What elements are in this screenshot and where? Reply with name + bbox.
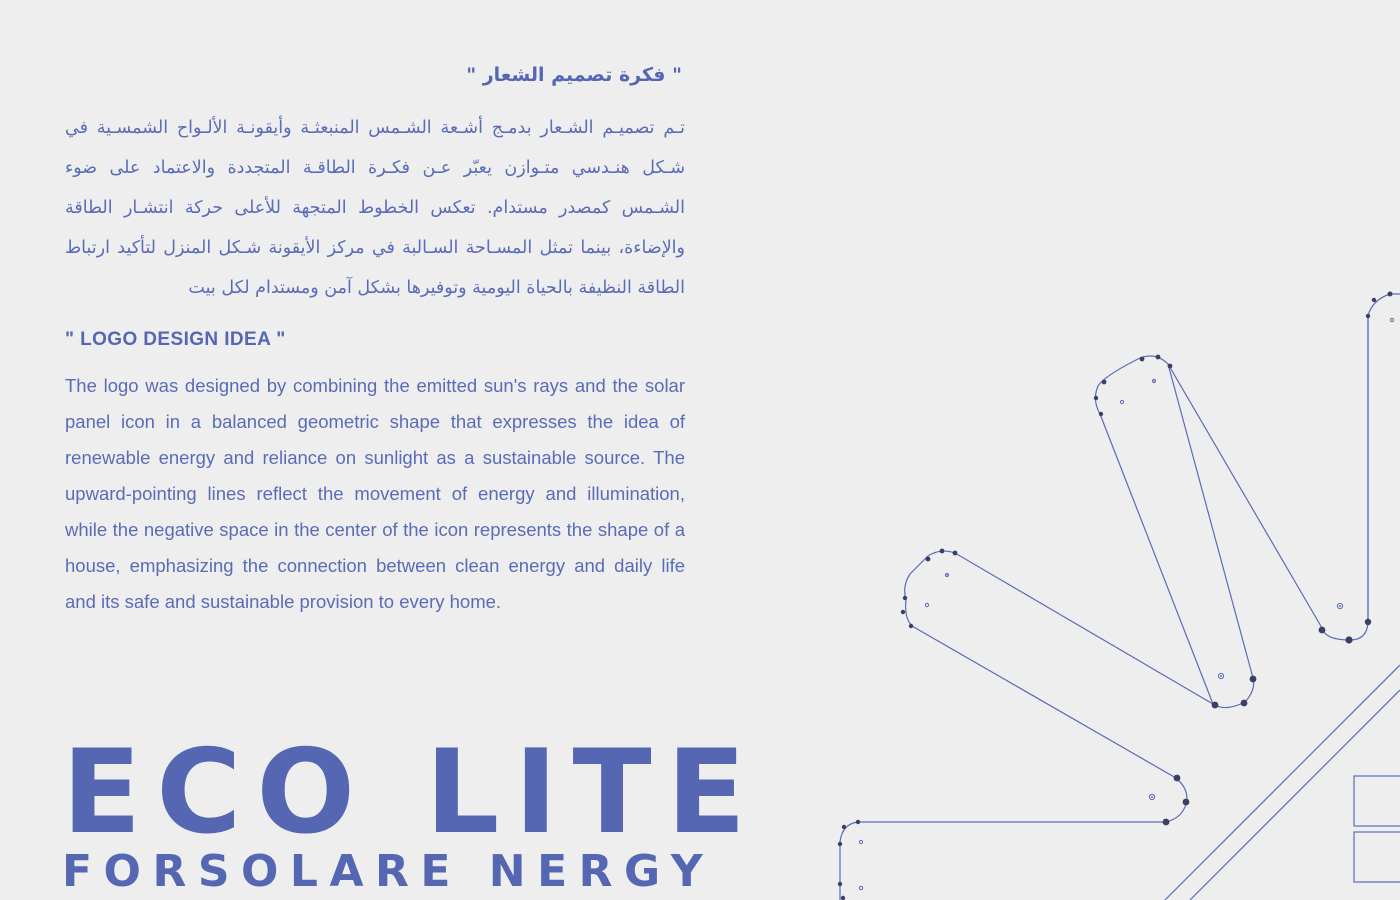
text-column bbox=[65, 56, 685, 620]
arabic-heading: " فكرة تصميم الشعار " bbox=[466, 64, 682, 86]
english-paragraph: The logo was designed by combining the emitted sun's rays and the solar panel icon in a balanced geometric shape that expresses the idea of renewable energy and reliance on sunlight as a sustainable source. The upward-pointing lines reflect the movement of energy and illumination, while the negative space in the center of the icon represents the shape of a house, emphasizing the connection between clean energy and daily life and its safe and sustainable provision to every home. bbox=[65, 375, 685, 612]
panel-line bbox=[1165, 665, 1400, 900]
arabic-paragraph: تـم تصميـم الشـعار بدمـج أشـعة الشـمس المنبعثـة وأيقونـة الألـواح الشمسـية في شـكل هنـدسي متـوازن يعبّر عـن فكـرة الطاقـة المتجددة والاعتماد على ضوء الشـمس كمصدر مستدام. تعكس الخطوط المتجهة للأعلى حركة انتشـار الطاقة والإضاءة، بينما تمثل المسـاحة السـالبة في مركز الأيقونة شـكل المنزل لتأكيد ارتباط الطاقة النظيفة بالحياة اليومية وتوفيرها بشكل آمن ومستدام لكل بيت bbox=[65, 118, 685, 298]
panel-box-upper bbox=[1354, 776, 1400, 826]
center-markers bbox=[859, 318, 1393, 889]
ray-diagonal-lower bbox=[905, 551, 1213, 704]
sun-rays-wireframe-icon bbox=[700, 0, 1400, 900]
ray-diagonal-upper bbox=[1100, 414, 1350, 640]
english-heading: " LOGO DESIGN IDEA " bbox=[65, 329, 286, 350]
panel-box-lower bbox=[1354, 832, 1400, 882]
brand-title: ECO LITE bbox=[62, 725, 761, 860]
brand-logotype bbox=[62, 725, 761, 897]
anchor-nodes bbox=[838, 292, 1393, 900]
brand-subtitle: FORSOLARE NERGY bbox=[62, 846, 715, 897]
ray-vertical bbox=[1322, 316, 1368, 640]
